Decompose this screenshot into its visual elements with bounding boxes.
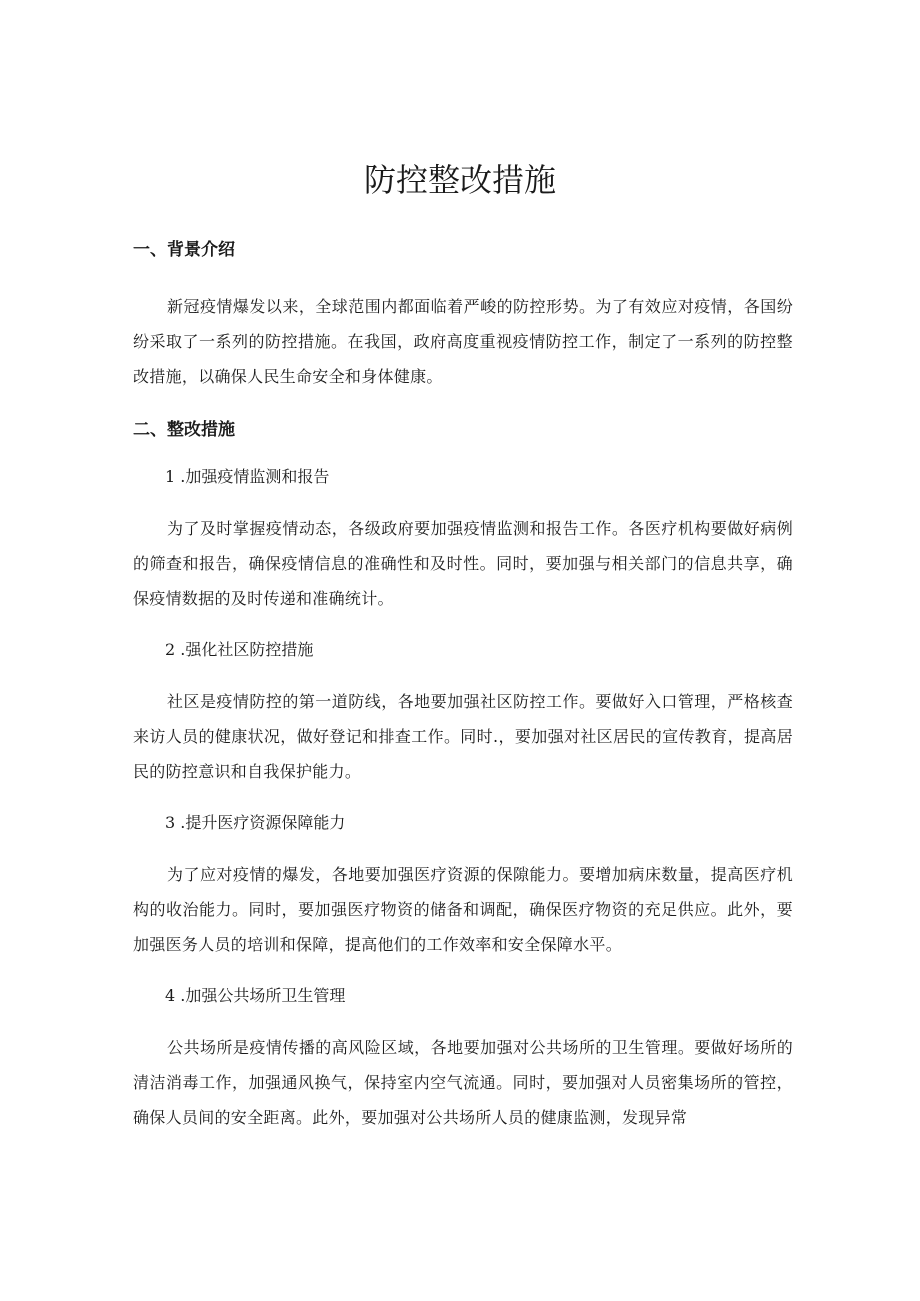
- document-body: [133, 237, 793, 1135]
- measure-2-paragraph: 社区是疫情防控的第一道防线，各地要加强社区防控工作。要做好入口管理，严格核查来访人员的健康状况，做好登记和排查工作。同时.，要加强对社区居民的宣传教育，提高居民的防控意识和自我保护能力。: [133, 692, 793, 781]
- measure-4-heading: 4 .加强公共场所卫生管理: [165, 986, 346, 1005]
- measure-3-paragraph: 为了应对疫情的爆发，各地要加强医疗资源的保隙能力。要增加病床数量，提高医疗机构的收治能力。同时，要加强医疗物资的储备和调配，确保医疗物资的充足供应。此外，要加强医务人员的培训和保障，提高他们的工作效率和安全保障水平。: [133, 865, 793, 954]
- background-paragraph: 新冠疫情爆发以来，全球范围内都面临着严峻的防控形势。为了有效应对疫情，各国纷纷采取了一系列的防控措施。在我国，政府高度重视疫情防控工作，制定了一系列的防控整改措施，以确保人民生命安全和身体健康。: [133, 297, 793, 386]
- document-title: 防控整改措施: [363, 161, 556, 199]
- section-heading-measures: 二、整改措施: [133, 420, 235, 440]
- measure-3-heading: 3 .提升医疗资源保障能力: [165, 813, 346, 832]
- measure-2-heading: 2 .强化社区防控措施: [165, 640, 314, 659]
- measure-1-heading: 1 .加强疫情监测和报告: [165, 467, 330, 486]
- section-heading-background: 一、背景介绍: [133, 240, 235, 260]
- measure-4-paragraph: 公共场所是疫情传播的高风险区域，各地要加强对公共场所的卫生管理。要做好场所的清洁消毒工作，加强通风换气，保持室内空气流通。同时，要加强对人员密集场所的管控，确保人员间的安全距离。此外，要加强对公共场所人员的健康监测，发现异常: [133, 1038, 793, 1127]
- measure-1-paragraph: 为了及时掌握疫情动态，各级政府要加强疫情监测和报告工作。各医疗机构要做好病例的筛查和报告，确保疫情信息的准确性和及时性。同时，要加强与相关部门的信息共享，确保疫情数据的及时传递和准确统计。: [133, 519, 793, 608]
